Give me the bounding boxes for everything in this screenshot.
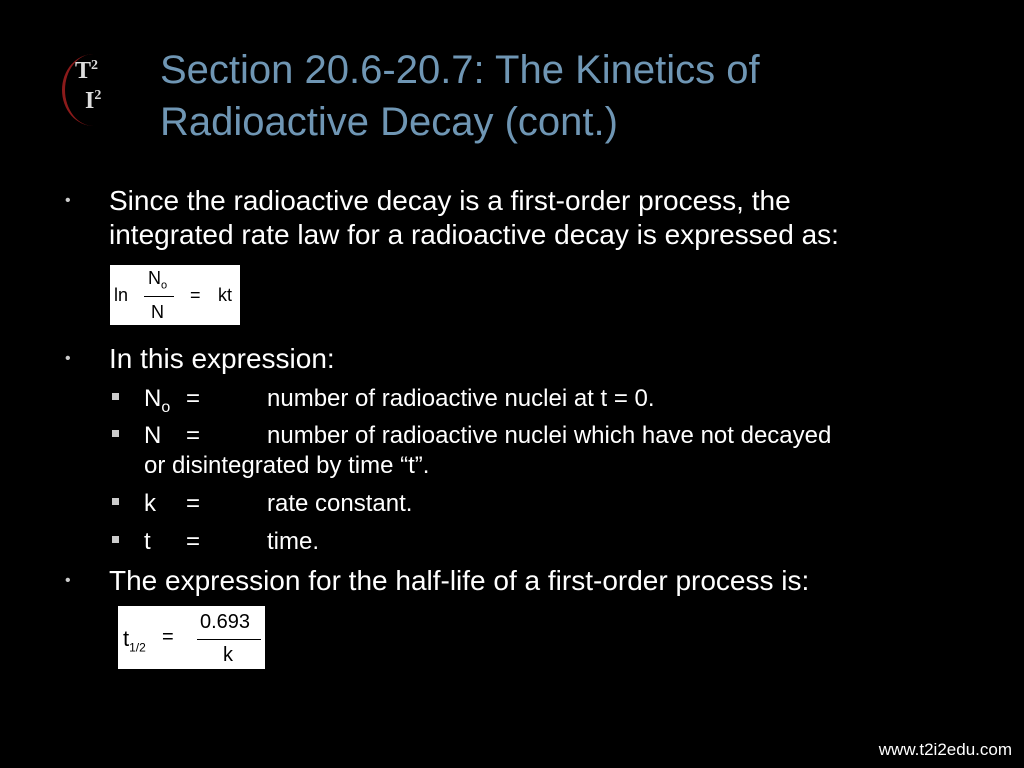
definition-equals: = bbox=[186, 385, 201, 412]
title-line-1: Section 20.6-20.7: The Kinetics of bbox=[160, 48, 760, 92]
t2i2-logo bbox=[60, 50, 130, 130]
definition-text-continued: or disintegrated by time “t”. bbox=[144, 452, 430, 479]
eq1-fraction-bar bbox=[144, 296, 174, 297]
definition-equals: = bbox=[186, 422, 201, 449]
bullet-text: Since the radioactive decay is a first-order process, the integrated rate law for a radioactive decay is expressed as: bbox=[109, 185, 839, 250]
eq1-ln: ln bbox=[114, 285, 129, 305]
eq2-equals: = bbox=[162, 626, 174, 648]
definition-text: rate constant. bbox=[267, 490, 413, 517]
title-line-2: Radioactive Decay (cont.) bbox=[160, 100, 618, 144]
eq2-fraction-bar bbox=[197, 639, 261, 640]
definition-symbol: t bbox=[144, 528, 151, 555]
definition-symbol: $N_o$ bbox=[144, 385, 171, 416]
eq1-denominator: N bbox=[151, 302, 164, 322]
logo-i2: $I^2$ bbox=[85, 88, 102, 114]
bullet-text: The expression for the half-life of a first-order process is: bbox=[109, 565, 810, 596]
bullet-dot: • bbox=[65, 350, 71, 367]
square-bullet bbox=[112, 430, 119, 437]
definition-symbol: N bbox=[144, 422, 162, 449]
bullet-text: In this expression: bbox=[109, 343, 335, 374]
slide-title bbox=[160, 44, 980, 148]
square-bullet bbox=[112, 498, 119, 505]
eq2-t-half: $t_{1/2}$ bbox=[123, 626, 146, 655]
integrated-rate-law-equation bbox=[110, 265, 240, 325]
eq1-rhs: kt bbox=[218, 285, 233, 305]
definition-symbol: k bbox=[144, 490, 156, 517]
definition-text: number of radioactive nuclei which have not decayed bbox=[267, 422, 832, 449]
footer-url: www.t2i2edu.com bbox=[878, 740, 1012, 759]
logo-t2: $T^2$ bbox=[75, 58, 99, 84]
eq2-numerator: 0.693 bbox=[200, 611, 251, 633]
definition-text: number of radioactive nuclei at t = 0. bbox=[267, 385, 655, 412]
eq1-equals: = bbox=[190, 285, 201, 305]
half-life-equation bbox=[118, 606, 265, 669]
definition-equals: = bbox=[186, 528, 201, 555]
square-bullet bbox=[112, 393, 119, 400]
eq2-denominator: k bbox=[223, 644, 233, 666]
bullet-dot: • bbox=[65, 572, 71, 589]
definition-equals: = bbox=[186, 490, 201, 517]
bullet-dot: • bbox=[65, 192, 71, 209]
square-bullet bbox=[112, 536, 119, 543]
eq1-numerator: $N_o$ bbox=[148, 268, 168, 292]
definition-text: time. bbox=[267, 528, 320, 555]
